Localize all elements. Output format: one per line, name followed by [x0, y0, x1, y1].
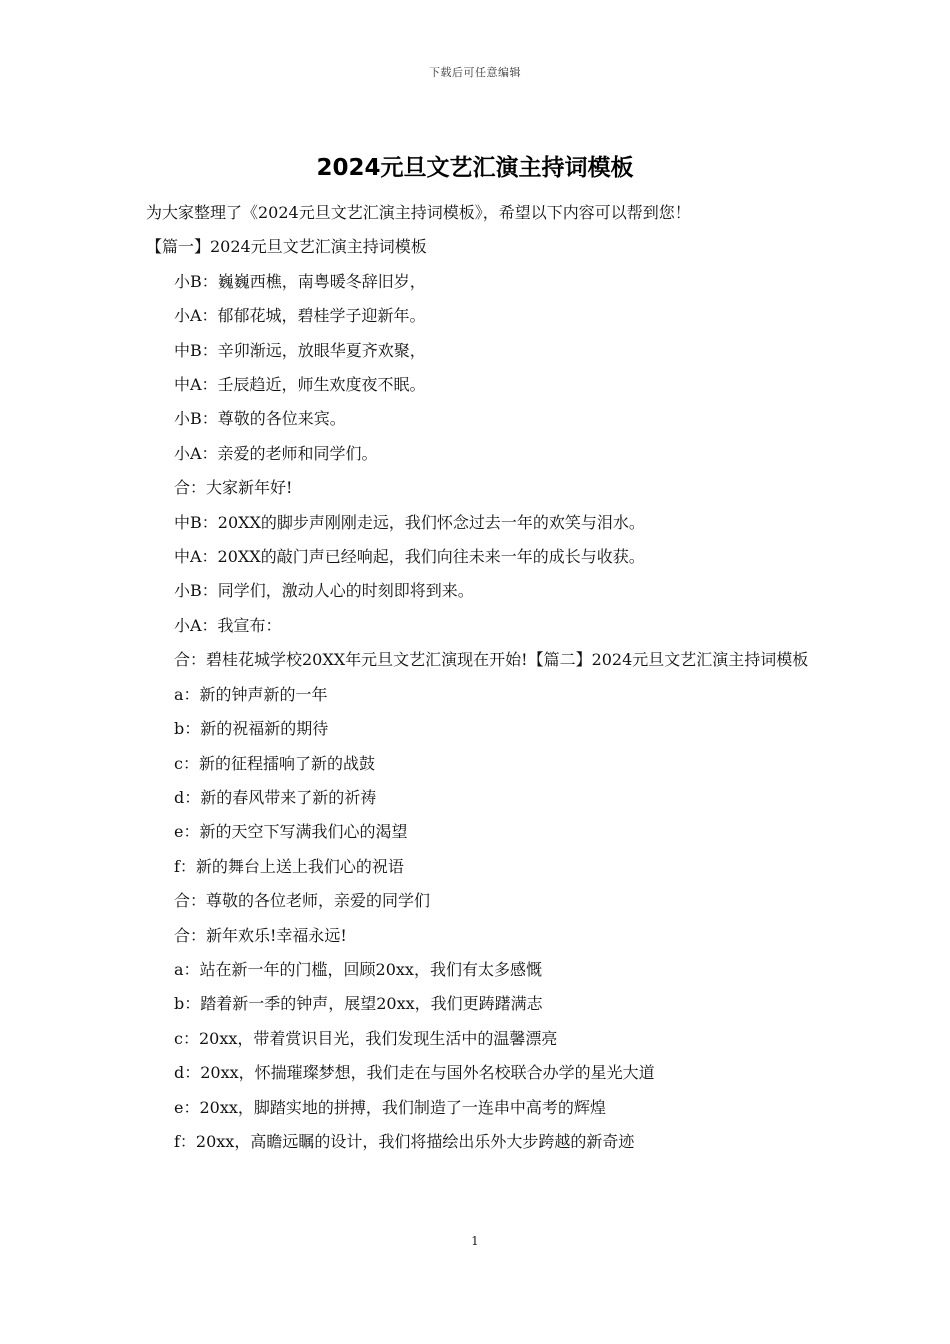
- script-line: a：新的钟声新的一年: [174, 684, 328, 704]
- script-line: 中B：20XX的脚步声刚刚走远，我们怀念过去一年的欢笑与泪水。: [174, 512, 645, 532]
- script-line: 小A：亲爱的老师和同学们。: [174, 443, 378, 463]
- script-line: c：新的征程擂响了新的战鼓: [174, 753, 375, 773]
- script-line: 小A：郁郁花城，碧桂学子迎新年。: [174, 306, 426, 326]
- page-header-note: 下载后可任意编辑: [429, 66, 521, 79]
- script-line: b：新的祝福新的期待: [174, 719, 329, 739]
- script-line: 小B：同学们，激动人心的时刻即将到来。: [174, 581, 474, 601]
- script-line: 小B：尊敬的各位来宾。: [174, 409, 346, 429]
- script-line: 合：大家新年好!: [174, 478, 293, 498]
- script-line: 合：新年欢乐!幸福永远!: [174, 925, 347, 945]
- script-line: 中A：壬辰趋近，师生欢度夜不眠。: [174, 375, 426, 395]
- script-line: 中A：20XX的敲门声已经响起，我们向往未来一年的成长与收获。: [174, 547, 645, 567]
- script-line: 中B：辛卯渐远，放眼华夏齐欢聚，: [174, 340, 426, 360]
- script-line: a：站在新一年的门槛，回顾20xx，我们有太多感慨: [174, 959, 542, 979]
- document-body: [146, 196, 810, 1159]
- document-title: 2024元旦文艺汇演主持词模板: [316, 155, 634, 181]
- script-line: d：20xx，怀揣璀璨梦想，我们走在与国外名校联合办学的星光大道: [174, 1063, 655, 1083]
- script-line: b：踏着新一季的钟声，展望20xx，我们更踌躇满志: [174, 994, 543, 1014]
- script-line: e：20xx，脚踏实地的拼搏，我们制造了一连串中高考的辉煌: [174, 1097, 606, 1117]
- script-line: e：新的天空下写满我们心的渴望: [174, 822, 408, 842]
- script-line: 合：尊敬的各位老师，亲爱的同学们: [174, 891, 431, 911]
- script-line: 小A：我宣布：: [174, 615, 282, 635]
- transition-line-with-section-two-heading: 合：碧桂花城学校20XX年元旦文艺汇演现在开始!【篇二】2024元旦文艺汇演主持词模板: [174, 650, 809, 670]
- script-line: d：新的春风带来了新的祈祷: [174, 787, 377, 807]
- script-line: f：新的舞台上送上我们心的祝语: [174, 856, 404, 876]
- script-line: c：20xx，带着赏识目光，我们发现生活中的温馨漂亮: [174, 1028, 558, 1048]
- page-number: 1: [471, 1234, 479, 1248]
- script-line: 小B：巍巍西樵，南粤暖冬辞旧岁，: [174, 271, 426, 291]
- section-one-heading: 【篇一】2024元旦文艺汇演主持词模板: [146, 237, 427, 257]
- intro-paragraph: 为大家整理了《2024元旦文艺汇演主持词模板》，希望以下内容可以帮到您！: [146, 203, 691, 222]
- script-line: f：20xx，高瞻远瞩的设计，我们将描绘出乐外大步跨越的新奇迹: [174, 1131, 635, 1151]
